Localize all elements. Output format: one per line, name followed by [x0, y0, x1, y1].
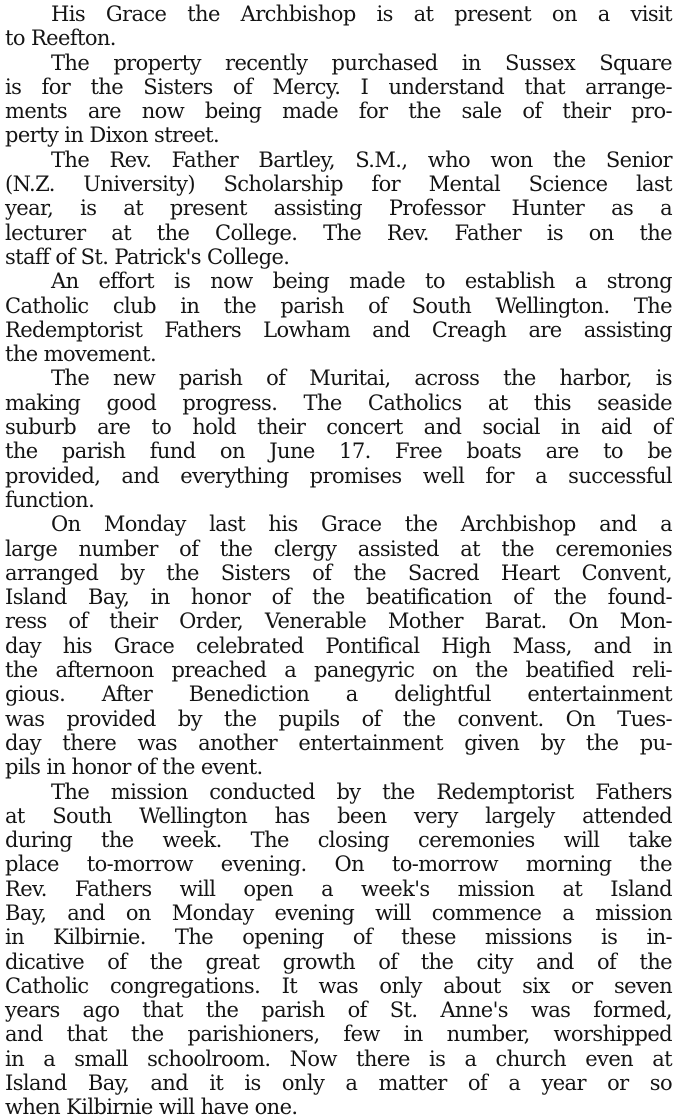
text-line: years ago that the parish of St. Anne's was formed,	[5, 998, 672, 1023]
text-line: when Kilbirnie will have one.	[5, 1095, 298, 1120]
paragraph-sacred-heart-convent	[5, 512, 672, 779]
text-line: in Kilbirnie. The opening of these missions is in-	[5, 925, 672, 950]
text-line: His Grace the Archbishop is at present on a visit	[51, 2, 672, 26]
text-line: lecturer at the College. The Rev. Father is on the	[5, 220, 672, 245]
text-line: The Rev. Father Bartley, S.M., who won the Senior	[51, 147, 672, 172]
text-line: function.	[5, 487, 95, 512]
text-line: the parish fund on June 17. Free boats are to be	[5, 439, 672, 464]
text-line: in a small schoolroom. Now there is a church even at	[5, 1046, 672, 1071]
text-line: (N.Z. University) Scholarship for Mental Science last	[5, 172, 672, 197]
text-line: The mission conducted by the Redemptorist Fathers	[51, 779, 672, 804]
text-line: Island Bay, in honor of the beatification of the found-	[5, 585, 672, 610]
text-line: place to-morrow evening. On to-morrow morning the	[5, 852, 672, 877]
text-line: large number of the clergy assisted at the ceremonies	[5, 536, 672, 561]
text-line: year, is at present assisting Professor Hunter as a	[5, 196, 672, 221]
text-line: day his Grace celebrated Pontifical High Mass, and in	[5, 633, 672, 658]
text-line: Island Bay, and it is only a matter of a year or so	[5, 1071, 672, 1096]
text-line: Rev. Fathers will open a week's mission at Island	[5, 876, 672, 901]
text-line: gious. After Benediction a delightful entertainment	[5, 682, 672, 707]
text-line: Catholic congregations. It was only about six or seven	[5, 973, 672, 998]
text-line: making good progress. The Catholics at this seaside	[5, 390, 672, 415]
text-line: The new parish of Muritai, across the harbor, is	[51, 366, 672, 391]
text-line: dicative of the great growth of the city and of the	[5, 949, 672, 974]
text-line: provided, and everything promises well for a successful	[5, 463, 672, 488]
text-line: Catholic club in the parish of South Wellington. The	[5, 293, 672, 318]
text-line: pils in honor of the event.	[5, 755, 263, 780]
paragraph-father-bartley	[5, 148, 672, 269]
text-line: during the week. The closing ceremonies will take	[5, 828, 672, 853]
text-line: Bay, and on Monday evening will commence a mission	[5, 900, 672, 925]
text-line: at South Wellington has been very largely attended	[5, 803, 672, 828]
text-line: staff of St. Patrick's College.	[5, 244, 290, 269]
text-line: Redemptorist Fathers Lowham and Creagh are assisting	[5, 317, 672, 342]
text-line: ments are now being made for the sale of their pro-	[5, 99, 672, 124]
text-line: the movement.	[5, 342, 157, 367]
text-line: to Reefton.	[5, 26, 116, 51]
text-line: day there was another entertainment given by the pu-	[5, 730, 672, 755]
text-line: and that the parishioners, few in number, worshipped	[5, 1022, 672, 1047]
text-line: On Monday last his Grace the Archbishop and a	[51, 512, 672, 537]
text-line: suburb are to hold their concert and social in aid of	[5, 415, 672, 440]
text-line: The property recently purchased in Sussex Square	[51, 50, 672, 75]
text-line: perty in Dixon street.	[5, 123, 220, 148]
text-line: is for the Sisters of Mercy. I understand that arrange-	[5, 74, 672, 99]
paragraph-archbishop-visit	[5, 2, 672, 51]
text-line: arranged by the Sisters of the Sacred Heart Convent,	[5, 560, 672, 585]
text-line: An effort is now being made to establish a strong	[51, 269, 672, 294]
text-line: ress of their Order, Venerable Mother Barat. On Mon-	[5, 609, 672, 634]
paragraph-sussex-square	[5, 51, 672, 148]
paragraph-catholic-club	[5, 269, 672, 366]
paragraph-redemptorist-mission	[5, 780, 672, 1120]
text-line: the afternoon preached a panegyric on the beatified reli-	[5, 658, 672, 683]
paragraph-muritai-parish	[5, 366, 672, 512]
text-line: was provided by the pupils of the convent. On Tues-	[5, 706, 672, 731]
